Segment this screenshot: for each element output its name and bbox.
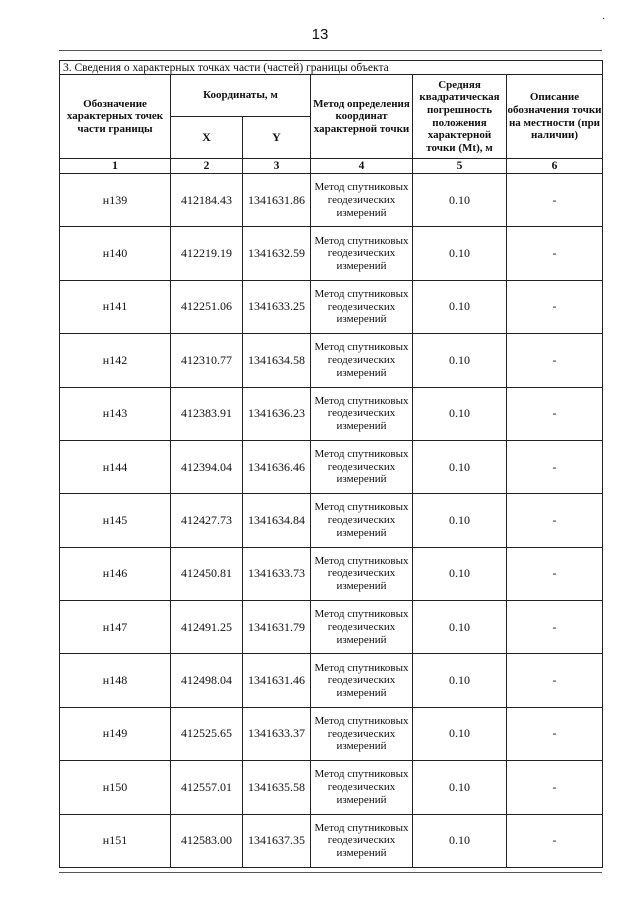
- point-id: н140: [60, 227, 171, 280]
- method-text: Метод спутниковых геодезических измерений: [311, 227, 413, 280]
- column-number: 2: [171, 159, 243, 174]
- method-text: Метод спутниковых геодезических измерений: [311, 601, 413, 654]
- header-method: Метод определения координат характерной точки: [311, 75, 413, 159]
- point-id: н146: [60, 547, 171, 600]
- accuracy-value: 0.10: [413, 174, 507, 227]
- description-value: -: [507, 761, 603, 814]
- coordinate-x: 412251.06: [171, 280, 243, 333]
- description-value: -: [507, 280, 603, 333]
- description-value: -: [507, 707, 603, 760]
- table-body: [60, 174, 603, 868]
- accuracy-value: 0.10: [413, 440, 507, 493]
- description-value: -: [507, 814, 603, 868]
- header-designation: Обозначение характерных точек части границы: [60, 75, 171, 159]
- table-row: [60, 227, 603, 280]
- coordinate-y: 1341633.73: [243, 547, 311, 600]
- point-id: н149: [60, 707, 171, 760]
- table-row: [60, 174, 603, 227]
- table-row: [60, 601, 603, 654]
- column-number: 5: [413, 159, 507, 174]
- table-row: [60, 440, 603, 493]
- method-text: Метод спутниковых геодезических измерений: [311, 494, 413, 547]
- coordinate-x: 412498.04: [171, 654, 243, 707]
- coordinate-y: 1341634.84: [243, 494, 311, 547]
- coordinate-x: 412450.81: [171, 547, 243, 600]
- point-id: н143: [60, 387, 171, 440]
- table-row: [60, 547, 603, 600]
- coordinate-y: 1341635.58: [243, 761, 311, 814]
- page-number: 13: [311, 26, 329, 43]
- method-text: Метод спутниковых геодезических измерений: [311, 814, 413, 868]
- description-value: -: [507, 387, 603, 440]
- header-accuracy: Средняя квадратическая погрешность положения характерной точки (Mt), м: [413, 75, 507, 159]
- accuracy-value: 0.10: [413, 707, 507, 760]
- method-text: Метод спутниковых геодезических измерений: [311, 761, 413, 814]
- accuracy-value: 0.10: [413, 387, 507, 440]
- coordinate-y: 1341637.35: [243, 814, 311, 868]
- coordinate-y: 1341631.79: [243, 601, 311, 654]
- table-row: [60, 761, 603, 814]
- accuracy-value: 0.10: [413, 334, 507, 387]
- accuracy-value: 0.10: [413, 494, 507, 547]
- frame-bottom-line: [59, 872, 602, 873]
- coordinate-y: 1341631.46: [243, 654, 311, 707]
- coordinate-x: 412583.00: [171, 814, 243, 868]
- table-row: [60, 494, 603, 547]
- description-value: -: [507, 440, 603, 493]
- header-coordinates: Координаты, м: [171, 75, 311, 117]
- coordinate-y: 1341631.86: [243, 174, 311, 227]
- method-text: Метод спутниковых геодезических измерений: [311, 280, 413, 333]
- method-text: Метод спутниковых геодезических измерений: [311, 654, 413, 707]
- point-id: н139: [60, 174, 171, 227]
- frame-top-line: [59, 50, 602, 51]
- method-text: Метод спутниковых геодезических измерений: [311, 387, 413, 440]
- table-row: [60, 334, 603, 387]
- accuracy-value: 0.10: [413, 227, 507, 280]
- accuracy-value: 0.10: [413, 814, 507, 868]
- method-text: Метод спутниковых геодезических измерений: [311, 440, 413, 493]
- description-value: -: [507, 174, 603, 227]
- table-row: [60, 387, 603, 440]
- description-value: -: [507, 494, 603, 547]
- point-id: н141: [60, 280, 171, 333]
- coordinate-x: 412525.65: [171, 707, 243, 760]
- corner-mark: ·: [602, 14, 606, 25]
- coordinate-y: 1341636.23: [243, 387, 311, 440]
- column-number: 3: [243, 159, 311, 174]
- coordinate-y: 1341632.59: [243, 227, 311, 280]
- coordinate-x: 412310.77: [171, 334, 243, 387]
- point-id: н148: [60, 654, 171, 707]
- column-number: 4: [311, 159, 413, 174]
- accuracy-value: 0.10: [413, 280, 507, 333]
- description-value: -: [507, 601, 603, 654]
- point-id: н151: [60, 814, 171, 868]
- table-row: [60, 654, 603, 707]
- coordinate-x: 412394.04: [171, 440, 243, 493]
- point-id: н142: [60, 334, 171, 387]
- header-x: X: [171, 117, 243, 159]
- coordinate-x: 412427.73: [171, 494, 243, 547]
- header-y: Y: [243, 117, 311, 159]
- point-id: н147: [60, 601, 171, 654]
- section-title: 3. Сведения о характерных точках части (частей) границы объекта: [60, 61, 603, 75]
- table-row: [60, 280, 603, 333]
- table-row: [60, 814, 603, 868]
- coordinate-y: 1341633.37: [243, 707, 311, 760]
- point-id: н145: [60, 494, 171, 547]
- accuracy-value: 0.10: [413, 601, 507, 654]
- column-number: 6: [507, 159, 603, 174]
- coordinate-y: 1341633.25: [243, 280, 311, 333]
- coordinate-x: 412383.91: [171, 387, 243, 440]
- coordinate-x: 412491.25: [171, 601, 243, 654]
- description-value: -: [507, 334, 603, 387]
- coordinate-y: 1341636.46: [243, 440, 311, 493]
- header-description: Описание обозначения точки на местности (при наличии): [507, 75, 603, 159]
- point-id: н144: [60, 440, 171, 493]
- method-text: Метод спутниковых геодезических измерений: [311, 547, 413, 600]
- point-id: н150: [60, 761, 171, 814]
- description-value: -: [507, 547, 603, 600]
- coordinate-x: 412557.01: [171, 761, 243, 814]
- accuracy-value: 0.10: [413, 654, 507, 707]
- method-text: Метод спутниковых геодезических измерений: [311, 334, 413, 387]
- coordinate-x: 412219.19: [171, 227, 243, 280]
- table-row: [60, 707, 603, 760]
- method-text: Метод спутниковых геодезических измерений: [311, 174, 413, 227]
- accuracy-value: 0.10: [413, 547, 507, 600]
- column-number: 1: [60, 159, 171, 174]
- coordinate-x: 412184.43: [171, 174, 243, 227]
- coordinate-y: 1341634.58: [243, 334, 311, 387]
- accuracy-value: 0.10: [413, 761, 507, 814]
- method-text: Метод спутниковых геодезических измерений: [311, 707, 413, 760]
- description-value: -: [507, 654, 603, 707]
- characteristic-points-table: [59, 60, 603, 868]
- description-value: -: [507, 227, 603, 280]
